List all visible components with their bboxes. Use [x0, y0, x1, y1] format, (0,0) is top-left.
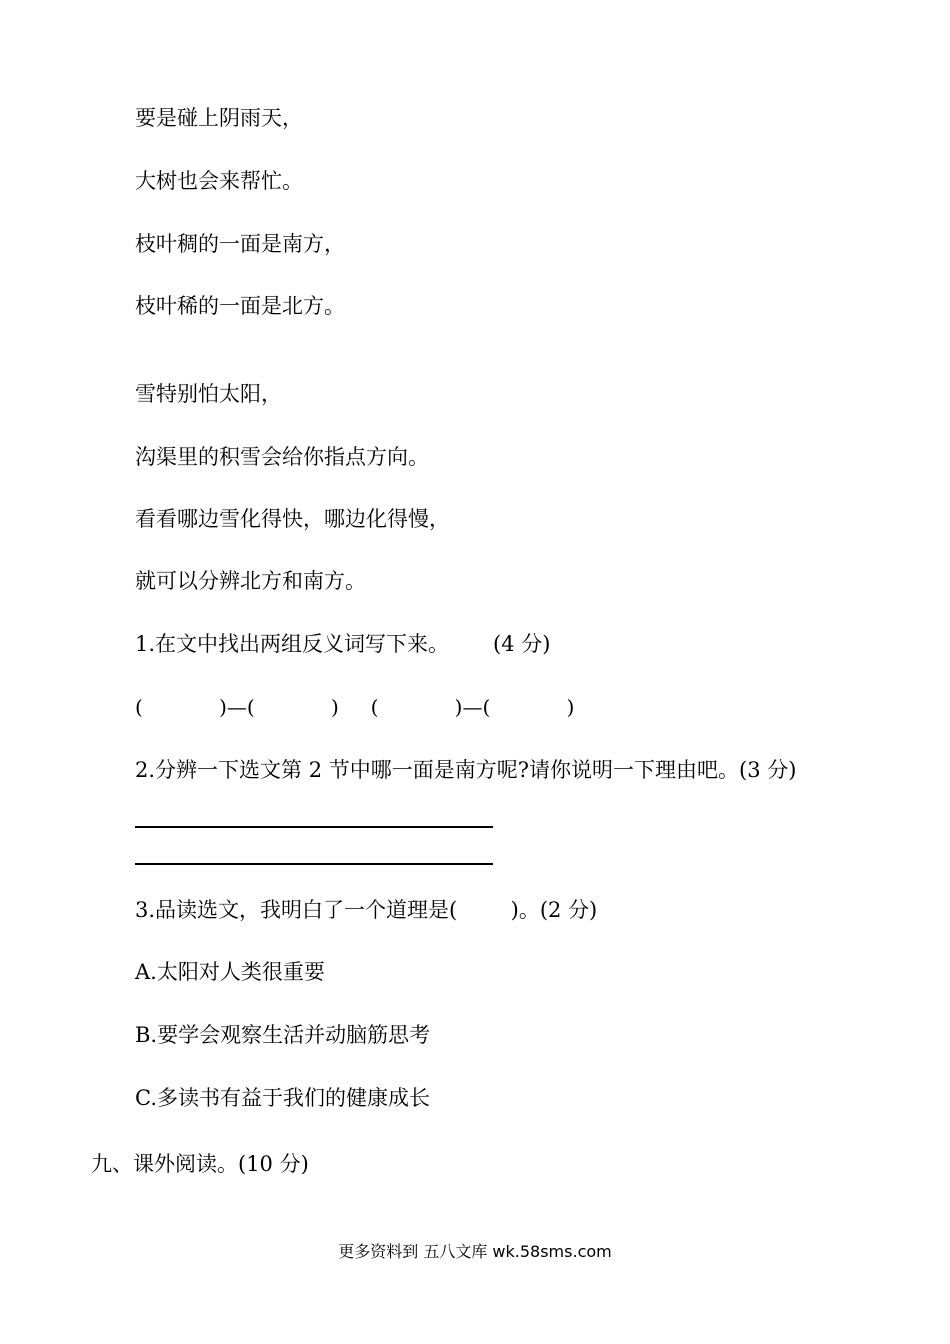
poem-line: 大树也会来帮忙。	[135, 169, 303, 193]
question-1-answer-blanks: ( )—( ) ( )—( )	[135, 695, 575, 719]
answer-line	[135, 863, 493, 865]
answer-line	[135, 826, 493, 828]
poem-line: 看看哪边雪化得快，哪边化得慢，	[135, 507, 450, 531]
question-3-text: 3.品读选文，我明白了一个道理是( )。(2 分)	[135, 898, 598, 922]
poem-line: 就可以分辨北方和南方。	[135, 569, 366, 593]
poem-line: 要是碰上阴雨天，	[135, 106, 303, 130]
poem-line: 枝叶稠的一面是南方，	[135, 232, 345, 256]
question-3-option-b: B.要学会观察生活并动脑筋思考	[135, 1023, 431, 1047]
footer-source-note: 更多资料到 五八文库 wk.58sms.com	[338, 1242, 612, 1261]
poem-line: 枝叶稀的一面是北方。	[135, 294, 345, 318]
question-1-text: 1.在文中找出两组反义词写下来。	[135, 632, 450, 656]
poem-line: 雪特别怕太阳，	[135, 382, 282, 406]
section-heading: 九、课外阅读。(10 分)	[91, 1152, 309, 1176]
poem-line: 沟渠里的积雪会给你指点方向。	[135, 445, 429, 469]
question-2-text: 2.分辨一下选文第 2 节中哪一面是南方呢?请你说明一下理由吧。(3 分)	[135, 758, 797, 782]
question-3-option-c: C.多读书有益于我们的健康成长	[135, 1086, 430, 1110]
question-1-score: (4 分)	[493, 632, 551, 656]
question-3-option-a: A.太阳对人类很重要	[135, 960, 325, 984]
